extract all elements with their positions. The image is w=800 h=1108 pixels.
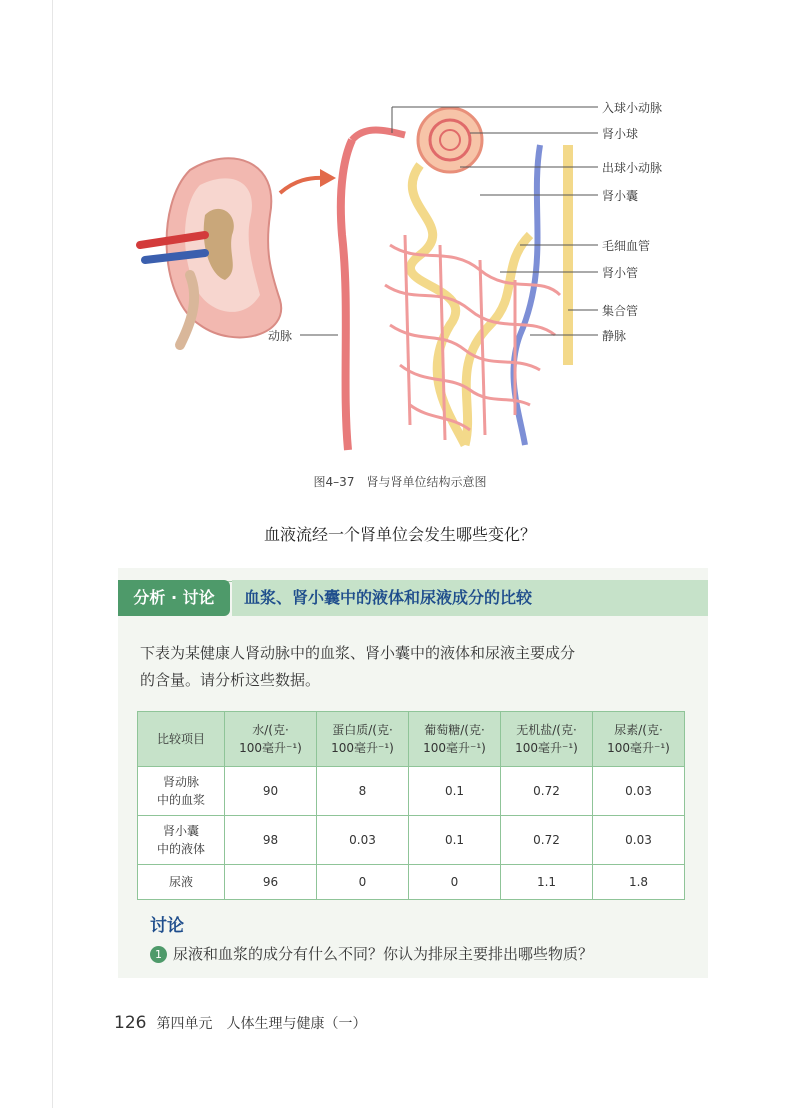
discussion-title: 讨论 <box>150 916 184 936</box>
cell-glucose: 0.1 <box>409 767 501 816</box>
composition-table <box>137 711 685 900</box>
label-capillary: 毛细血管 <box>602 239 651 253</box>
footer-unit: 第四单元 <box>156 1016 213 1032</box>
page-footer <box>114 1013 366 1033</box>
pointer-arrow <box>280 178 325 193</box>
cell-urea: 0.03 <box>593 767 685 816</box>
page-number: 126 <box>114 1013 147 1033</box>
cell-glucose: 0 <box>409 865 501 900</box>
kidney-drawing <box>140 158 281 345</box>
intro-paragraph <box>140 640 700 694</box>
cell-urea: 1.8 <box>593 865 685 900</box>
table-row <box>138 816 685 865</box>
cell-protein: 8 <box>317 767 409 816</box>
cell-water: 98 <box>225 816 317 865</box>
cell-urea: 0.03 <box>593 816 685 865</box>
cell-salt: 1.1 <box>501 865 593 900</box>
question-number-badge: 1 <box>150 946 167 963</box>
label-vein: 静脉 <box>602 329 627 343</box>
cell-water: 90 <box>225 767 317 816</box>
header-item: 比较项目 <box>138 712 225 767</box>
row-label: 尿液 <box>138 865 225 900</box>
cell-protein: 0.03 <box>317 816 409 865</box>
label-artery: 动脉 <box>268 329 293 343</box>
kidney-nephron-figure <box>120 85 700 465</box>
section-tag: 分析 · 讨论 <box>118 580 230 616</box>
header-protein: 蛋白质/(克· 100毫升⁻¹) <box>317 712 409 767</box>
row-label: 肾动脉 中的血浆 <box>138 767 225 816</box>
table-header-row <box>138 712 685 767</box>
cell-protein: 0 <box>317 865 409 900</box>
header-glucose: 葡萄糖/(克· 100毫升⁻¹) <box>409 712 501 767</box>
intro-line-2: 的含量。请分析这些数据。 <box>140 671 321 689</box>
label-afferent: 入球小动脉 <box>602 101 663 115</box>
header-water: 水/(克· 100毫升⁻¹) <box>225 712 317 767</box>
cell-salt: 0.72 <box>501 816 593 865</box>
header-salt: 无机盐/(克· 100毫升⁻¹) <box>501 712 593 767</box>
cell-glucose: 0.1 <box>409 816 501 865</box>
footer-title: 人体生理与健康（一） <box>226 1016 367 1032</box>
discussion-question-1 <box>150 943 593 964</box>
question-text: 尿液和血浆的成分有什么不同？你认为排尿主要排出哪些物质？ <box>173 945 594 963</box>
section-header <box>118 580 708 616</box>
table-row <box>138 767 685 816</box>
section-question: 血液流经一个肾单位会发生哪些变化？ <box>263 525 536 544</box>
tubule-drawing <box>410 165 465 445</box>
intro-line-1: 下表为某健康人肾动脉中的血浆、肾小囊中的液体和尿液主要成分 <box>140 644 576 662</box>
figure-caption: 图4–37 肾与肾单位结构示意图 <box>313 475 487 489</box>
cell-salt: 0.72 <box>501 767 593 816</box>
row-label: 肾小囊 中的液体 <box>138 816 225 865</box>
page-edge <box>52 0 53 1108</box>
label-tubule: 肾小管 <box>602 266 639 280</box>
cell-water: 96 <box>225 865 317 900</box>
glomerulus-drawing <box>418 108 482 172</box>
section-title: 血浆、肾小囊中的液体和尿液成分的比较 <box>232 580 708 616</box>
label-collecting-duct: 集合管 <box>602 304 639 318</box>
artery-vessel <box>341 140 352 450</box>
table-row <box>138 865 685 900</box>
label-capsule: 肾小囊 <box>602 189 639 203</box>
pointer-arrowhead <box>320 169 336 187</box>
header-urea: 尿素/(克· 100毫升⁻¹) <box>593 712 685 767</box>
label-glomerulus: 肾小球 <box>602 127 639 141</box>
label-efferent: 出球小动脉 <box>602 161 663 175</box>
